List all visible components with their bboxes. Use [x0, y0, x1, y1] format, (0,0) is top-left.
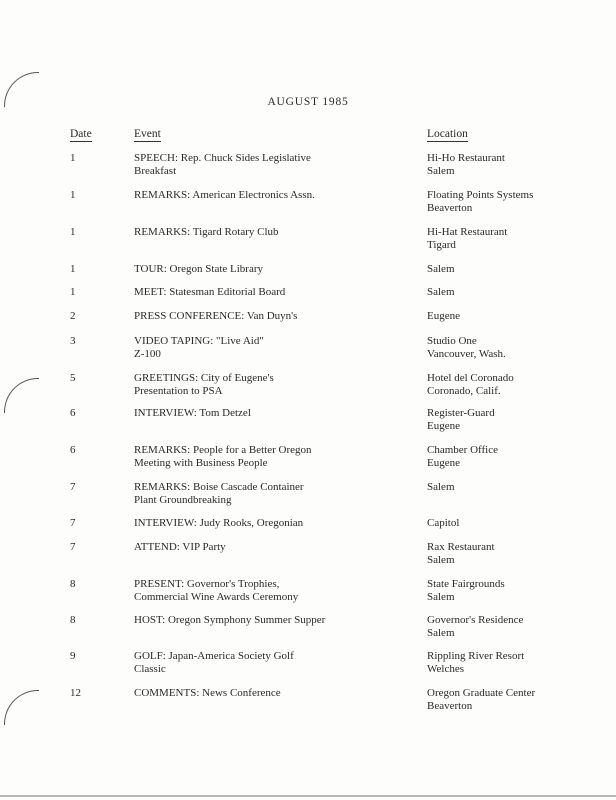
- row-location: Salem: [427, 481, 455, 493]
- punch-hole-mark: [4, 690, 39, 725]
- row-location: Salem: [427, 263, 455, 275]
- row-location: Hotel del Coronado Coronado, Calif.: [427, 372, 514, 397]
- row-event: SPEECH: Rep. Chuck Sides Legislative Breakfast: [134, 152, 311, 177]
- row-date: 1: [70, 226, 76, 238]
- row-date: 9: [70, 650, 76, 662]
- row-location: Register-Guard Eugene: [427, 407, 495, 432]
- row-event: INTERVIEW: Tom Detzel: [134, 407, 251, 419]
- row-event: INTERVIEW: Judy Rooks, Oregonian: [134, 517, 304, 529]
- row-event: REMARKS: American Electronics Assn.: [134, 189, 315, 201]
- location-column-header: Location: [427, 128, 468, 140]
- row-date: 1: [70, 152, 76, 164]
- row-date: 6: [70, 407, 76, 419]
- row-event: GREETINGS: City of Eugene's Presentation to PSA: [134, 372, 274, 397]
- row-location: Eugene: [427, 310, 460, 322]
- date-column-header: Date: [70, 128, 92, 140]
- row-date: 6: [70, 444, 76, 456]
- row-date: 8: [70, 614, 76, 626]
- row-event: PRESENT: Governor's Trophies, Commercial Wine Awards Ceremony: [134, 578, 299, 603]
- row-event: MEET: Statesman Editorial Board: [134, 286, 286, 298]
- row-date: 3: [70, 335, 76, 347]
- row-date: 5: [70, 372, 76, 384]
- row-location: Salem: [427, 286, 455, 298]
- row-event: REMARKS: Boise Cascade Container Plant Groundbreaking: [134, 481, 304, 506]
- row-event: VIDEO TAPING: "Live Aid" Z-100: [134, 335, 264, 360]
- row-event: TOUR: Oregon State Library: [134, 263, 264, 275]
- page-bottom-edge: [0, 795, 616, 797]
- row-location: Rax Restaurant Salem: [427, 541, 495, 566]
- row-date: 1: [70, 263, 76, 275]
- row-location: Governor's Residence Salem: [427, 614, 524, 639]
- row-date: 7: [70, 541, 76, 553]
- row-location: State Fairgrounds Salem: [427, 578, 505, 603]
- row-event: PRESS CONFERENCE: Van Duyn's: [134, 310, 298, 322]
- row-location: Oregon Graduate Center Beaverton: [427, 687, 536, 712]
- row-event: REMARKS: People for a Better Oregon Meeting with Business People: [134, 444, 312, 469]
- row-date: 7: [70, 517, 76, 529]
- row-event: COMMENTS: News Conference: [134, 687, 281, 699]
- row-location: Chamber Office Eugene: [427, 444, 498, 469]
- row-location: Hi-Hat Restaurant Tigard: [427, 226, 508, 251]
- row-date: 1: [70, 286, 76, 298]
- row-event: ATTEND: VIP Party: [134, 541, 226, 553]
- row-event: REMARKS: Tigard Rotary Club: [134, 226, 279, 238]
- row-location: Floating Points Systems Beaverton: [427, 189, 534, 214]
- row-date: 12: [70, 687, 81, 699]
- row-location: Capitol: [427, 517, 460, 529]
- row-event: HOST: Oregon Symphony Summer Supper: [134, 614, 326, 626]
- row-date: 1: [70, 189, 76, 201]
- punch-hole-mark: [4, 378, 39, 413]
- row-date: 2: [70, 310, 76, 322]
- row-date: 7: [70, 481, 76, 493]
- row-event: GOLF: Japan-America Society Golf Classic: [134, 650, 294, 675]
- row-location: Rippling River Resort Welches: [427, 650, 525, 675]
- row-date: 8: [70, 578, 76, 590]
- row-location: Hi-Ho Restaurant Salem: [427, 152, 505, 177]
- row-location: Studio One Vancouver, Wash.: [427, 335, 506, 360]
- event-column-header: Event: [134, 128, 161, 140]
- page-title: AUGUST 1985: [267, 96, 349, 108]
